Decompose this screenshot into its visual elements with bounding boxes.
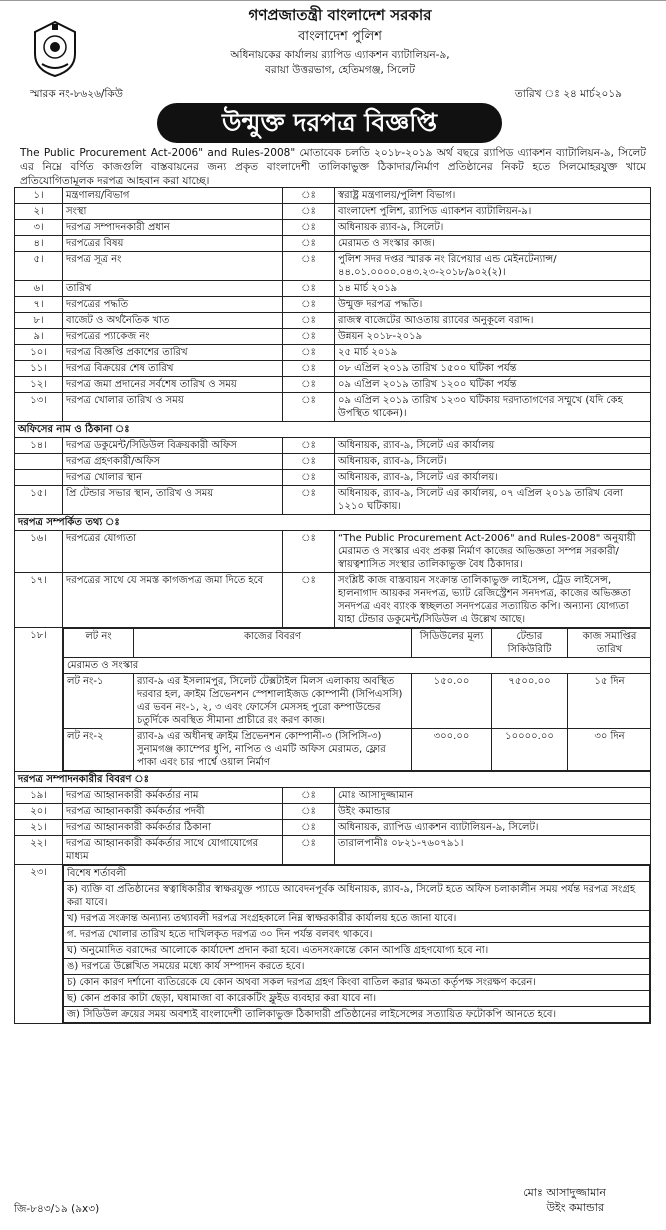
row-colon: ঃ — [283, 486, 335, 515]
row-number — [15, 454, 63, 470]
row-value: উন্নয়ন ২০১৮-২০১৯ — [335, 329, 651, 345]
row-value: ০৮ এপ্রিল ২০১৯ তারিখ ১৫০০ ঘটিকা পর্যন্ত — [335, 361, 651, 377]
table-row — [15, 297, 651, 313]
row-label: দরপত্র ডকুমেন্ট/সিডিউল বিক্রয়কারী অফিস — [63, 438, 283, 454]
condition-item-row — [64, 975, 650, 991]
row-colon: ঃ — [283, 377, 335, 393]
table-row — [15, 313, 651, 329]
condition-item: ঘ) অনুমোদিত বরাদ্দের আলোকে কার্যাদেশ প্রদান করা হবে। এতদসংক্রান্তে কোন আপত্তি গ্রহণযোগ্য হবে না। — [64, 943, 650, 959]
table-row — [15, 204, 651, 220]
tender-security: ৭৫০০.০০ — [492, 674, 568, 729]
row-colon: ঃ — [283, 573, 335, 628]
tender-table — [14, 187, 651, 1024]
footer-code: জি-৮৪৩/১৯ (৯x৩) — [14, 1203, 100, 1215]
row-number: ১০। — [15, 345, 63, 361]
row-colon: ঃ — [283, 470, 335, 486]
row-number: ৯। — [15, 329, 63, 345]
table-row — [15, 252, 651, 281]
row-colon: ঃ — [283, 329, 335, 345]
conditions-table — [63, 865, 650, 1023]
row-number: ১৭। — [15, 573, 63, 628]
row-number: ১১। — [15, 361, 63, 377]
police-emblem-icon — [30, 20, 80, 78]
row-value: ০৯ এপ্রিল ২০১৯ তারিখ ১২০০ ঘটিকা পর্যন্ত — [335, 377, 651, 393]
memo-number: স্মারক নং-৮৬২৬/কিউ — [30, 88, 123, 100]
office-section-title: অফিসের নাম ও ঠিকানা ঃ — [15, 422, 651, 438]
row-colon: ঃ — [283, 438, 335, 454]
row-label: দরপত্রের প্যাকেজ নং — [63, 329, 283, 345]
lot-header: কাজ সমাপ্তির তারিখ — [568, 629, 651, 658]
row-colon: ঃ — [283, 804, 335, 820]
row-number: ৭। — [15, 297, 63, 313]
table-row — [15, 329, 651, 345]
lot-description: র‍্যাব-৯ এর অধীনস্থ ক্রাইম প্রিভেনশন কোম্পানী-৩ (সিপিসি-৩) সুনামগঞ্জ ক্যাম্পের ধুপি, নাপিত ও এমটি অফিস মেরামত, ফ্লোর পাকা এবং চার পার্শ্বে ওয়াল নির্মাণ — [134, 729, 412, 771]
condition-item-row — [64, 943, 650, 959]
lot-description: র‍্যাব-৯ এর ইসলামপুর, সিলেট টেক্সটাইল মিলস এলাকায় অবস্থিত দরবার হল, ক্রাইম প্রিভেনশন স্পেশালাইজড কোম্পানী (সিপিএসসি) এর ভবন নং-১, ২, ৩ এবং ফোর্সেস মেসসহ পুরো কম্পাউন্ডের চতুর্দিকে অবস্থিত সীমানা প্রাচীরে রং করণ কাজ। — [134, 674, 412, 729]
row-value: বাংলাদেশ পুলিশ, র‍্যাপিড এ্যাকশন ব্যাটালিয়ন-৯। — [335, 204, 651, 220]
row-value: অধিনায়ক র‍্যাব-৯, সিলেট। — [335, 220, 651, 236]
row-value: ০৯ এপ্রিল ২০১৯ তারিখ ১২৩০ ঘটিকায় দরদাতাগণের সম্মুখে (যদি কেহ উপস্থিত থাকেন)। — [335, 393, 651, 422]
row-value: স্বরাষ্ট্র মন্ত্রণালয়/পুলিশ বিভাগ। — [335, 188, 651, 204]
row-colon: ঃ — [283, 820, 335, 836]
condition-item: চ) কোন কারণ দর্শানো ব্যতিরেকে যে কোন অথবা সকল দরপত্র গ্রহণ কিংবা বাতিল করার ক্ষমতা কর্তৃপক্ষ সংরক্ষণ করেন। — [64, 975, 650, 991]
table-row — [15, 220, 651, 236]
row-colon: ঃ — [283, 345, 335, 361]
row-label: দরপত্র আহ্বানকারী কর্মকর্তার সাথে যোগাযোগের মাধ্যম — [63, 836, 283, 865]
row-label: দরপত্র জমা প্রদানের সর্বশেষ তারিখ ও সময় — [63, 377, 283, 393]
table-row — [15, 393, 651, 422]
row-colon: ঃ — [283, 393, 335, 422]
table-row — [15, 377, 651, 393]
section-row — [15, 515, 651, 531]
row-label: দরপত্র সম্পাদনকারী প্রধান — [63, 220, 283, 236]
schedule-price: ১৫০.০০ — [412, 674, 492, 729]
row-colon: ঃ — [283, 454, 335, 470]
table-row — [15, 236, 651, 252]
lot-header: টেন্ডার সিকিউরিটি — [492, 629, 568, 658]
row-label: দরপত্রের যোগ্যতা — [63, 531, 283, 573]
tender-security: ১০০০০.০০ — [492, 729, 568, 771]
condition-item-row — [64, 882, 650, 911]
row-number: ২৩। — [15, 865, 63, 1024]
table-row — [15, 438, 651, 454]
lot-subheading: মেরামত ও সংস্কার — [64, 658, 651, 674]
row-colon: ঃ — [283, 361, 335, 377]
row-value: “The Public Procurement Act-2006" and Rules-2008" অনুযায়ী মেরামত ও সংস্কার এবং প্রকল্প নির্মাণ কাজের অভিজ্ঞতা সম্পন্ন সরকারী/স্বায়ত্বশাসিত সংস্থার তালিকাভুক্ত বৈধ ঠিকাদার। — [335, 531, 651, 573]
condition-item-row — [64, 959, 650, 975]
row-number: ২। — [15, 204, 63, 220]
row-label: দরপত্রের বিষয় — [63, 236, 283, 252]
table-row — [15, 470, 651, 486]
row-label: দরপত্র গ্রহণকারী/অফিস — [63, 454, 283, 470]
row-number: ১৫। — [15, 486, 63, 515]
row-number: ৬। — [15, 281, 63, 297]
conditions-cell — [63, 865, 651, 1024]
row-number: ১৮। — [15, 628, 63, 772]
condition-item: জ) সিডিউল ক্রয়ের সময় অবশ্যই বাংলাদেশী তালিকাভুক্ত ঠিকাদারী প্রতিষ্ঠানের লাইসেন্সের সত্যায়িত ফটোকপি আনতে হবে। — [64, 1007, 650, 1023]
row-number: ৪। — [15, 236, 63, 252]
row-label: মন্ত্রণালয়/বিভাগ — [63, 188, 283, 204]
row-value: সংশ্লিষ্ট কাজ বাস্তবায়ন সংক্রান্ত তালিকাভুক্ত লাইসেন্স, ট্রেড লাইসেন্স, হালনাগাদ আয়কর সনদপত্র, ভ্যাট রেজিস্ট্রেশন সনদপত্র, কাজের অভিজ্ঞতা সনদপত্র এবং ব্যাংক স্বচ্ছলতা সনদপত্রের সত্যায়িত কপি। অন্যান্য যোগ্যতা যাহা টেন্ডার ডকুমেন্ট/সিডিউল এ উল্লেখ আছে। — [335, 573, 651, 628]
lot-header: কাজের বিবরণ — [134, 629, 412, 658]
row-label: দরপত্র খোলার তারিখ ও সময় — [63, 393, 283, 422]
row-label: দরপত্র আহ্বানকারী কর্মকর্তার নাম — [63, 788, 283, 804]
row-label: দরপত্র খোলার স্থান — [63, 470, 283, 486]
row-number: ১২। — [15, 377, 63, 393]
officer-section-title: দরপত্র সম্পাদনকারীর বিবরণ ঃ — [15, 772, 651, 788]
schedule-price: ৩০০.০০ — [412, 729, 492, 771]
row-value: অধিনায়ক, র‍্যাব-৯, সিলেট এর কার্যালয়। — [335, 470, 651, 486]
row-label: দরপত্র সূত্র নং — [63, 252, 283, 281]
row-label: দরপত্র বিক্রয়ের শেষ তারিখ — [63, 361, 283, 377]
table-row — [15, 188, 651, 204]
section-row — [15, 772, 651, 788]
row-number: ১। — [15, 188, 63, 204]
row-label: তারিখ — [63, 281, 283, 297]
row-colon: ঃ — [283, 204, 335, 220]
row-colon: ঃ — [283, 531, 335, 573]
row-number: ৫। — [15, 252, 63, 281]
info-section-title: দরপত্র সম্পর্কিত তথ্য ঃ — [15, 515, 651, 531]
row-colon: ঃ — [283, 297, 335, 313]
row-colon: ঃ — [283, 313, 335, 329]
row-value: পুলিশ সদর দপ্তর স্মারক নং রিপেয়ার এন্ড মেইনটেন্যান্স/ ৪৪.০১.০০০০.০৪৩.২৩-২০১৮/৯০২(২)। — [335, 252, 651, 281]
table-row — [15, 345, 651, 361]
row-number — [15, 470, 63, 486]
row-value: অধিনায়ক, র‍্যাব-৯, সিলেট এর কার্যালয় — [335, 438, 651, 454]
row-number: ২০। — [15, 804, 63, 820]
row-number: ২১। — [15, 820, 63, 836]
table-row — [15, 281, 651, 297]
dept-title: বাংলাদেশ পুলিশ — [298, 29, 382, 44]
condition-item-row — [64, 1007, 650, 1023]
lot-header: সিডিউলের মূল্য — [412, 629, 492, 658]
completion-time: ৩০ দিন — [568, 729, 651, 771]
row-value: ১৪ মার্চ ২০১৯ — [335, 281, 651, 297]
table-row — [15, 820, 651, 836]
row-value: তারালপানীঃ ০৮২১-৭৬০৭৯১। — [335, 836, 651, 865]
lot-table-cell — [63, 628, 651, 772]
signatory-title: উইং কমান্ডার — [546, 1201, 604, 1214]
condition-item-row — [64, 991, 650, 1007]
row-label: দরপত্র বিজ্ঞপ্তি প্রকাশের তারিখ — [63, 345, 283, 361]
notice-date: তারিখ ঃ ২৪ মার্চ২০১৯ — [514, 88, 622, 100]
address-line: বরায়া উত্তরভাগ, হেতিমগঞ্জ, সিলেট — [265, 64, 415, 76]
table-row — [15, 531, 651, 573]
condition-item-row — [64, 927, 650, 943]
table-row — [15, 486, 651, 515]
row-colon: ঃ — [283, 220, 335, 236]
row-colon: ঃ — [283, 252, 335, 281]
condition-item: ক) ব্যক্তি বা প্রতিষ্ঠানের স্বত্বাধিকারীর স্বাক্ষরযুক্ত প্যাডে আবেদনপূর্বক অধিনায়ক, র‍্যাব-৯, সিলেট হতে অফিস চলাকালীন সময় পর্যন্ত দরপত্র সংগ্রহ করা যাবে। — [64, 882, 650, 911]
row-label: প্রি টেন্ডার সভার স্থান, তারিখ ও সময় — [63, 486, 283, 515]
lot-row — [15, 628, 651, 772]
row-value: মেরামত ও সংস্কার কাজ। — [335, 236, 651, 252]
row-value: অধিনায়ক, র‍্যাব-৯, সিলেট এর কার্যালয়, ০৭ এপ্রিল ২০১৯ তারিখ বেলা ১২১০ ঘটিকায়। — [335, 486, 651, 515]
lot-table — [63, 628, 651, 771]
row-value: উইং কমান্ডার — [335, 804, 651, 820]
table-row — [15, 804, 651, 820]
lot-subheading-row — [64, 658, 651, 674]
row-number: ৮। — [15, 313, 63, 329]
row-colon: ঃ — [283, 836, 335, 865]
row-value: ২৫ মার্চ ২০১৯ — [335, 345, 651, 361]
table-row — [15, 836, 651, 865]
row-label: বাজেট ও অর্থনৈতিক খাত — [63, 313, 283, 329]
row-number: ১৩। — [15, 393, 63, 422]
lot-item-row — [64, 674, 651, 729]
lot-number: লট নং-১ — [64, 674, 134, 729]
row-number: ১৬। — [15, 531, 63, 573]
row-colon: ঃ — [283, 788, 335, 804]
row-value: উন্মুক্ত দরপত্র পদ্ধতি। — [335, 297, 651, 313]
intro-paragraph: The Public Procurement Act-2006" and Rules-2008" মোতাবেক চলতি ২০১৮-২০১৯ অর্থ বছরে র‍্যাপিড এ্যাকশন ব্যাটালিয়ন-৯, সিলেট এর নিম্নে বর্ণিত কাজগুলি বাস্তবায়নের জন্য প্রকৃত বাংলাদেশী তালিকাভুক্ত ঠিকাদার/নির্মাণ প্রতিষ্ঠানের নিকট হতে সিলমোহরযুক্ত খামে প্রতিযোগিতামূলক দরপত্র আহবান করা যাচ্ছে। — [20, 147, 646, 187]
row-label: সংস্থা — [63, 204, 283, 220]
row-colon: ঃ — [283, 188, 335, 204]
row-number: ১৪। — [15, 438, 63, 454]
row-value: অধিনায়ক, র‍্যাব-৯, সিলেট। — [335, 454, 651, 470]
row-label: দরপত্রের সাথে যে সমস্ত কাগজপত্র জমা দিতে হবে — [63, 573, 283, 628]
section-row — [15, 422, 651, 438]
signatory-name: মোঃ আসাদুজ্জামান — [523, 1186, 606, 1199]
row-colon: ঃ — [283, 281, 335, 297]
row-value: অধিনায়ক, র‍্যাপিড এ্যাকশন ব্যাটালিয়ন-৯, সিলেট। — [335, 820, 651, 836]
row-label: দরপত্র আহ্বানকারী কর্মকর্তার ঠিকানা — [63, 820, 283, 836]
row-number: ২২। — [15, 836, 63, 865]
row-label: দরপত্র আহ্বানকারী কর্মকর্তার পদবী — [63, 804, 283, 820]
table-row — [15, 788, 651, 804]
row-number: ১৯। — [15, 788, 63, 804]
lot-item-row — [64, 729, 651, 771]
conditions-title-row — [64, 866, 650, 882]
row-value: মোঃ আসাদুজ্জামান — [335, 788, 651, 804]
conditions-row — [15, 865, 651, 1024]
conditions-title: বিশেষ শর্তাবলী — [64, 866, 650, 882]
table-row — [15, 573, 651, 628]
condition-item: গ. দরপত্র খোলার তারিখ হতে দাখিলকৃত দরপত্র ৩০ দিন পর্যন্ত বলবৎ থাকবে। — [64, 927, 650, 943]
condition-item-row — [64, 911, 650, 927]
office-line: অধিনায়কের কার্যালয় র‍্যাপিড এ্যাকশন ব্যাটালিয়ন-৯, — [230, 49, 450, 61]
completion-time: ১৫ দিন — [568, 674, 651, 729]
condition-item: ছ) কোন প্রকার কাটা ছেড়া, ঘষামাজা বা কারেকটিং ফ্লুইড ব্যবহার করা যাবে না। — [64, 991, 650, 1007]
row-number: ৩। — [15, 220, 63, 236]
lot-header-row — [64, 629, 651, 658]
lot-header: লট নং — [64, 629, 134, 658]
condition-item: খ) দরপত্র সংক্রান্ত অন্যান্য তথ্যাবলী দরপত্র সংগ্রহকালে নিম্ন স্বাক্ষরকারীর কার্যালয় হতে জানা যাবে। — [64, 911, 650, 927]
condition-item: ঙ) দরপত্রে উল্লেখিত সময়ের মধ্যে কার্য সম্পাদন করতে হবে। — [64, 959, 650, 975]
lot-number: লট নং-২ — [64, 729, 134, 771]
row-value: রাজস্ব বাজেটের আওতায় র‍্যাবের অনুকূলে বরাদ্দ। — [335, 313, 651, 329]
table-row — [15, 361, 651, 377]
govt-title: গণপ্রজাতন্ত্রী বাংলাদেশ সরকার — [248, 6, 432, 24]
table-row — [15, 454, 651, 470]
row-colon: ঃ — [283, 236, 335, 252]
row-label: দরপত্রের পদ্ধতি — [63, 297, 283, 313]
notice-banner: উন্মুক্ত দরপত্র বিজ্ঞপ্তি — [157, 103, 502, 143]
